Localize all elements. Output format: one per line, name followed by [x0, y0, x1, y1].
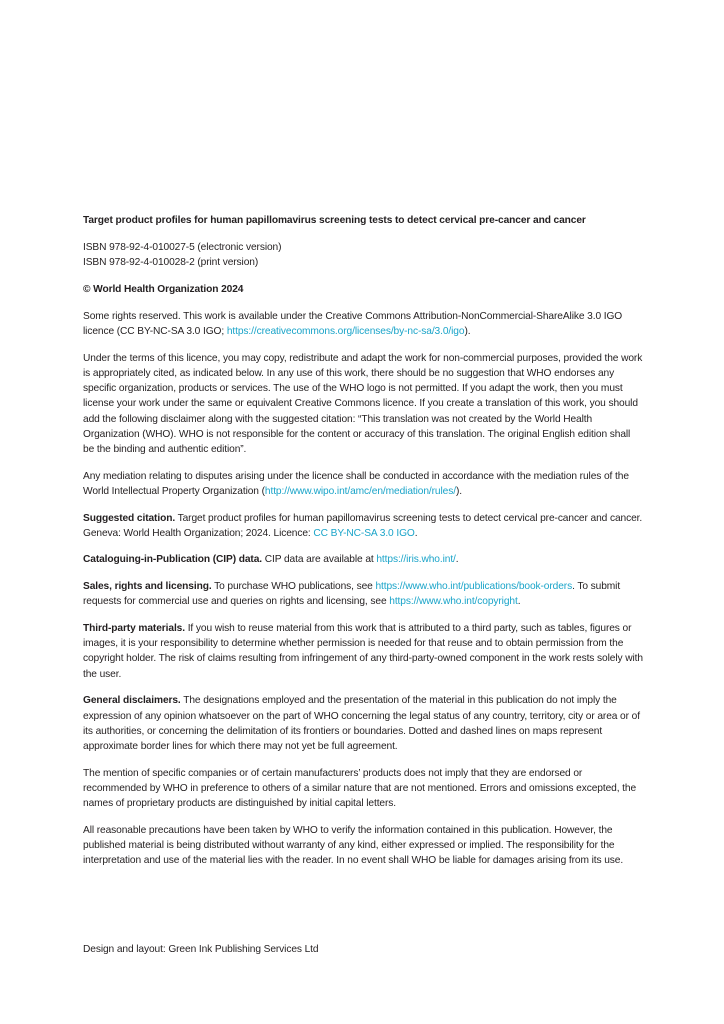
- mediation-paragraph: Any mediation relating to disputes arising under the licence shall be conducted in accordance with the mediation rules of the World Intellectual Property Organization (http://www.wipo.int/amc/en/mediation/rules/).: [83, 470, 629, 497]
- sales-paragraph: Sales, rights and licensing. To purchase WHO publications, see https://www.who.int/publications/book-orders. To submit requests for commercial use and queries on rights and licensing, see https://www.who.int/copyright.: [83, 581, 621, 608]
- creative-commons-link[interactable]: https://creativecommons.org/licenses/by-nc-sa/3.0/igo: [226, 326, 465, 338]
- licence-link[interactable]: CC BY-NC-SA 3.0 IGO: [313, 527, 415, 539]
- design-credit: Design and layout: Green Ink Publishing Services Ltd: [83, 944, 319, 955]
- cip-paragraph: Cataloguing-in-Publication (CIP) data. CIP data are available at https://iris.who.int/.: [83, 554, 459, 566]
- third-party-paragraph: Third-party materials. If you wish to reuse material from this work that is attributed to a third party, such as tables, figures or images, it is your responsibility to determine whether permission is needed for that reuse and to obtain permission from the copyright holder. The risk of claims resulting from infringement of any third-party-owned component in the work rests solely with the user.: [83, 623, 643, 680]
- isbn-block: [83, 240, 643, 270]
- third-party-label: Third-party materials.: [83, 623, 185, 635]
- isbn-electronic: ISBN 978-92-4-010027-5 (electronic version): [83, 242, 282, 254]
- sales-label: Sales, rights and licensing.: [83, 581, 212, 593]
- imprint-block: [83, 213, 643, 880]
- copyright-link[interactable]: https://www.who.int/copyright: [389, 596, 518, 608]
- isbn-print: ISBN 978-92-4-010028-2 (print version): [83, 257, 259, 269]
- precautions-paragraph: All reasonable precautions have been taken by WHO to verify the information contained in this publication. However, the published material is being distributed without warranty of any kind, either expressed or implied. The responsibility for the interpretation and use of the material lies with the reader. In no event shall WHO be liable for damages arising from its use.: [83, 824, 624, 867]
- copyright-notice: © World Health Organization 2024: [83, 284, 244, 296]
- disclaimers-paragraph: General disclaimers. The designations employed and the presentation of the material in this publication do not imply the expression of any opinion whatsoever on the part of WHO concerning the legal status of any country, territory, city or area or of its authorities, or concerning the delimitation of its frontiers or boundaries. Dotted and dashed lines on maps represent approximate border lines for which there may not yet be full agreement.: [83, 695, 640, 752]
- citation-label: Suggested citation.: [83, 512, 176, 524]
- citation-paragraph: Suggested citation. Target product profiles for human papillomavirus screening tests to detect cervical pre-cancer and cancer. Geneva: World Health Organization; 2024. Licence: CC BY-NC-SA 3.0 IGO.: [83, 512, 643, 539]
- wipo-link[interactable]: http://www.wipo.int/amc/en/mediation/rules/: [264, 485, 456, 497]
- licence-terms-paragraph: Under the terms of this licence, you may copy, redistribute and adapt the work for non-commercial purposes, provided the work is appropriately cited, as indicated below. In any use of this work, there should be no suggestion that WHO endorses any specific organization, products or services. The use of the WHO logo is not permitted. If you adapt the work, then you must license your work under the same or equivalent Creative Commons licence. If you create a translation of this work, you should add the following disclaimer along with the suggested citation: “This translation was not created by the World Health Organization (WHO). WHO is not responsible for the content or accuracy of this translation. The original English edition shall be the binding and authentic edition”.: [83, 352, 643, 455]
- rights-paragraph: Some rights reserved. This work is available under the Creative Commons Attribution-NonCommercial-ShareAlike 3.0 IGO licence (CC BY-NC-SA 3.0 IGO; https://creativecommons.org/licenses/by-nc-sa/3.0/igo).: [83, 310, 623, 338]
- companies-paragraph: The mention of specific companies or of certain manufacturers’ products does not imply that they are endorsed or recommended by WHO in preference to others of a similar nature that are not mentioned. Errors and omissions excepted, the names of proprietary products are distinguished by initial capital letters.: [83, 767, 637, 810]
- iris-link[interactable]: https://iris.who.int/: [376, 554, 456, 566]
- book-orders-link[interactable]: https://www.who.int/publications/book-orders: [375, 581, 573, 593]
- document-title: Target product profiles for human papillomavirus screening tests to detect cervical pre-cancer and cancer: [83, 215, 586, 226]
- cip-label: Cataloguing-in-Publication (CIP) data.: [83, 554, 263, 566]
- disclaimers-label: General disclaimers.: [83, 695, 181, 707]
